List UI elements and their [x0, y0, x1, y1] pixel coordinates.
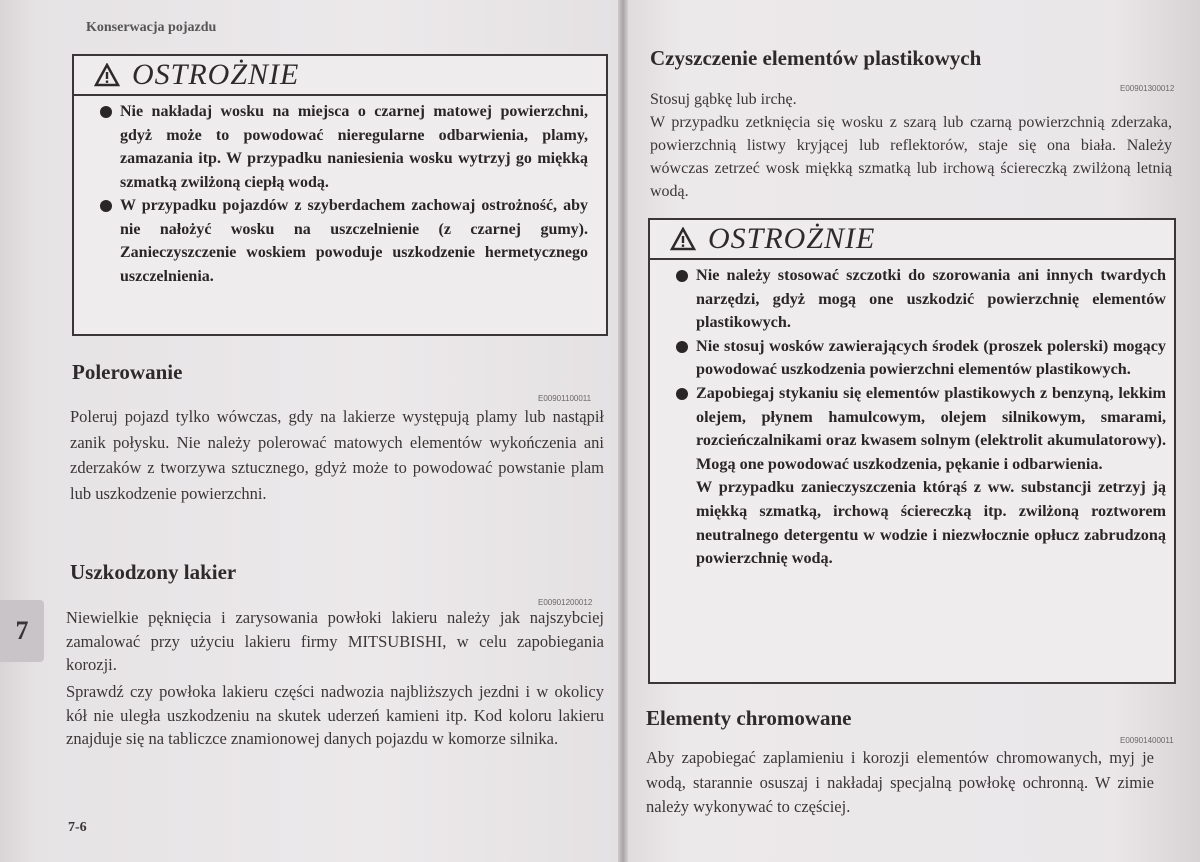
polishing-text: Poleruj pojazd tylko wówczas, gdy na lakierze występują plamy lub nastąpił zanik połysku. Nie należy polerować matowych elementów wykończenia ani zderzaków z tworzywa sztucznego, gdyż może to powodować powstanie plam lub uszkodzenie powierzchni.: [70, 407, 604, 503]
section-code: E00901300012: [1120, 84, 1175, 93]
chrome-text: Aby zapobiegać zaplamieniu i korozji elementów chromowanych, myj je wodą, starannie osuszaj i nakładaj specjalną powłokę ochronną. W zimie należy wykonywać to częściej.: [646, 748, 1154, 816]
warning-body: [74, 96, 606, 294]
bullet-icon: [676, 388, 688, 400]
section-code: E00901100011: [538, 394, 592, 403]
warning-item: W przypadku pojazdów z szyberdachem zachowaj ostrożność, aby nie nałożyć wosku na uszczelnienie (z czarnej gumy). Zanieczyszczenie woskiem powoduje uszkodzenie hermetycznego uszczelnienia.: [100, 194, 588, 288]
section-heading-damaged-paint: Uszkodzony lakier: [70, 560, 237, 584]
warning-box-wax: [72, 54, 608, 336]
warning-title: OSTROŻNIE: [708, 222, 876, 255]
page-number: 7-6: [68, 820, 87, 835]
section-heading-plastic: Czyszczenie elementów plastikowych: [650, 46, 982, 70]
warning-item: Nie nakładaj wosku na miejsca o czarnej matowej powierzchni, gdyż może to powodować nieregularne odbarwienia, plamy, zamazania itp. W przypadku naniesienia wosku wytrzyj go miękką szmatką zwilżoną ciepłą wodą.: [100, 100, 588, 194]
book-gutter: [618, 0, 628, 862]
bullet-icon: [676, 270, 688, 282]
warning-box-plastic: [648, 218, 1176, 684]
warning-item: Zapobiegaj stykaniu się elementów plastikowych z benzyną, lekkim olejem, płynem hamulcowym, olejem silnikowym, smarami, rozcieńczalnikami oraz kwasem solnym (elektrolit akumulatorowy). Mogą one powodować uszkodzenia, pękanie i odbarwienia.: [676, 382, 1166, 476]
warning-body: [650, 260, 1174, 577]
section-heading-chrome: Elementy chromowane: [646, 706, 852, 730]
warning-triangle-icon: [670, 227, 696, 251]
bullet-icon: [100, 106, 112, 118]
bullet-icon: [100, 200, 112, 212]
section-code: E00901400011: [1120, 736, 1174, 745]
running-head: Konserwacja pojazdu: [86, 20, 217, 35]
warning-header: [74, 56, 606, 96]
warning-item: Nie należy stosować szczotki do szorowania ani innych twardych narzędzi, gdyż mogą one uszkodzić powierzchnię elementów plastikowych.: [676, 264, 1166, 335]
warning-header: [650, 220, 1174, 260]
warning-extra: W przypadku zanieczyszczenia którąś z ww. substancji zetrzyj ją miękką szmatką, irchową ściereczką itp. zwilżoną roztworem neutralnego detergentu w wodzie i niezwłocznie opłucz zabrudzoną powierzchnię wodą.: [696, 478, 1166, 568]
warning-title: OSTROŻNIE: [132, 58, 300, 91]
chapter-tab: 7: [0, 600, 44, 662]
section-code: E00901200012: [538, 598, 593, 607]
warning-item: Nie stosuj wosków zawierających środek (proszek polerski) mogący powodować uszkodzenia powierzchni elementów plastikowych.: [676, 335, 1166, 382]
damaged-paint-text-1: Niewielkie pęknięcia i zarysowania powłoki lakieru należy jak najszybciej zamalować przy użyciu lakieru firmy MITSUBISHI, w celu zapobiegania korozji.: [66, 608, 604, 674]
plastic-text-2: W przypadku zetknięcia się wosku z szarą lub czarną powierzchnią zderzaka, powierzchnią listwy kryjącej lub reflektorów, staje się ona biała. Należy wówczas zetrzeć wosk miękką szmatką lub irchową ściereczką zwilżoną letnią wodą.: [650, 114, 1172, 200]
bullet-icon: [676, 341, 688, 353]
damaged-paint-text-2: Sprawdź czy powłoka lakieru części nadwozia najbliższych jezdni i w okolicy kół nie uległa uszkodzeniu na skutek uderzeń kamieni itp. Kod koloru lakieru znajduje się na tabliczce znamionowej danych pojazdu w komorze silnika.: [66, 682, 604, 748]
section-heading-polishing: Polerowanie: [72, 360, 183, 384]
warning-triangle-icon: [94, 63, 120, 87]
plastic-text-1: Stosuj gąbkę lub irchę.: [650, 91, 797, 108]
